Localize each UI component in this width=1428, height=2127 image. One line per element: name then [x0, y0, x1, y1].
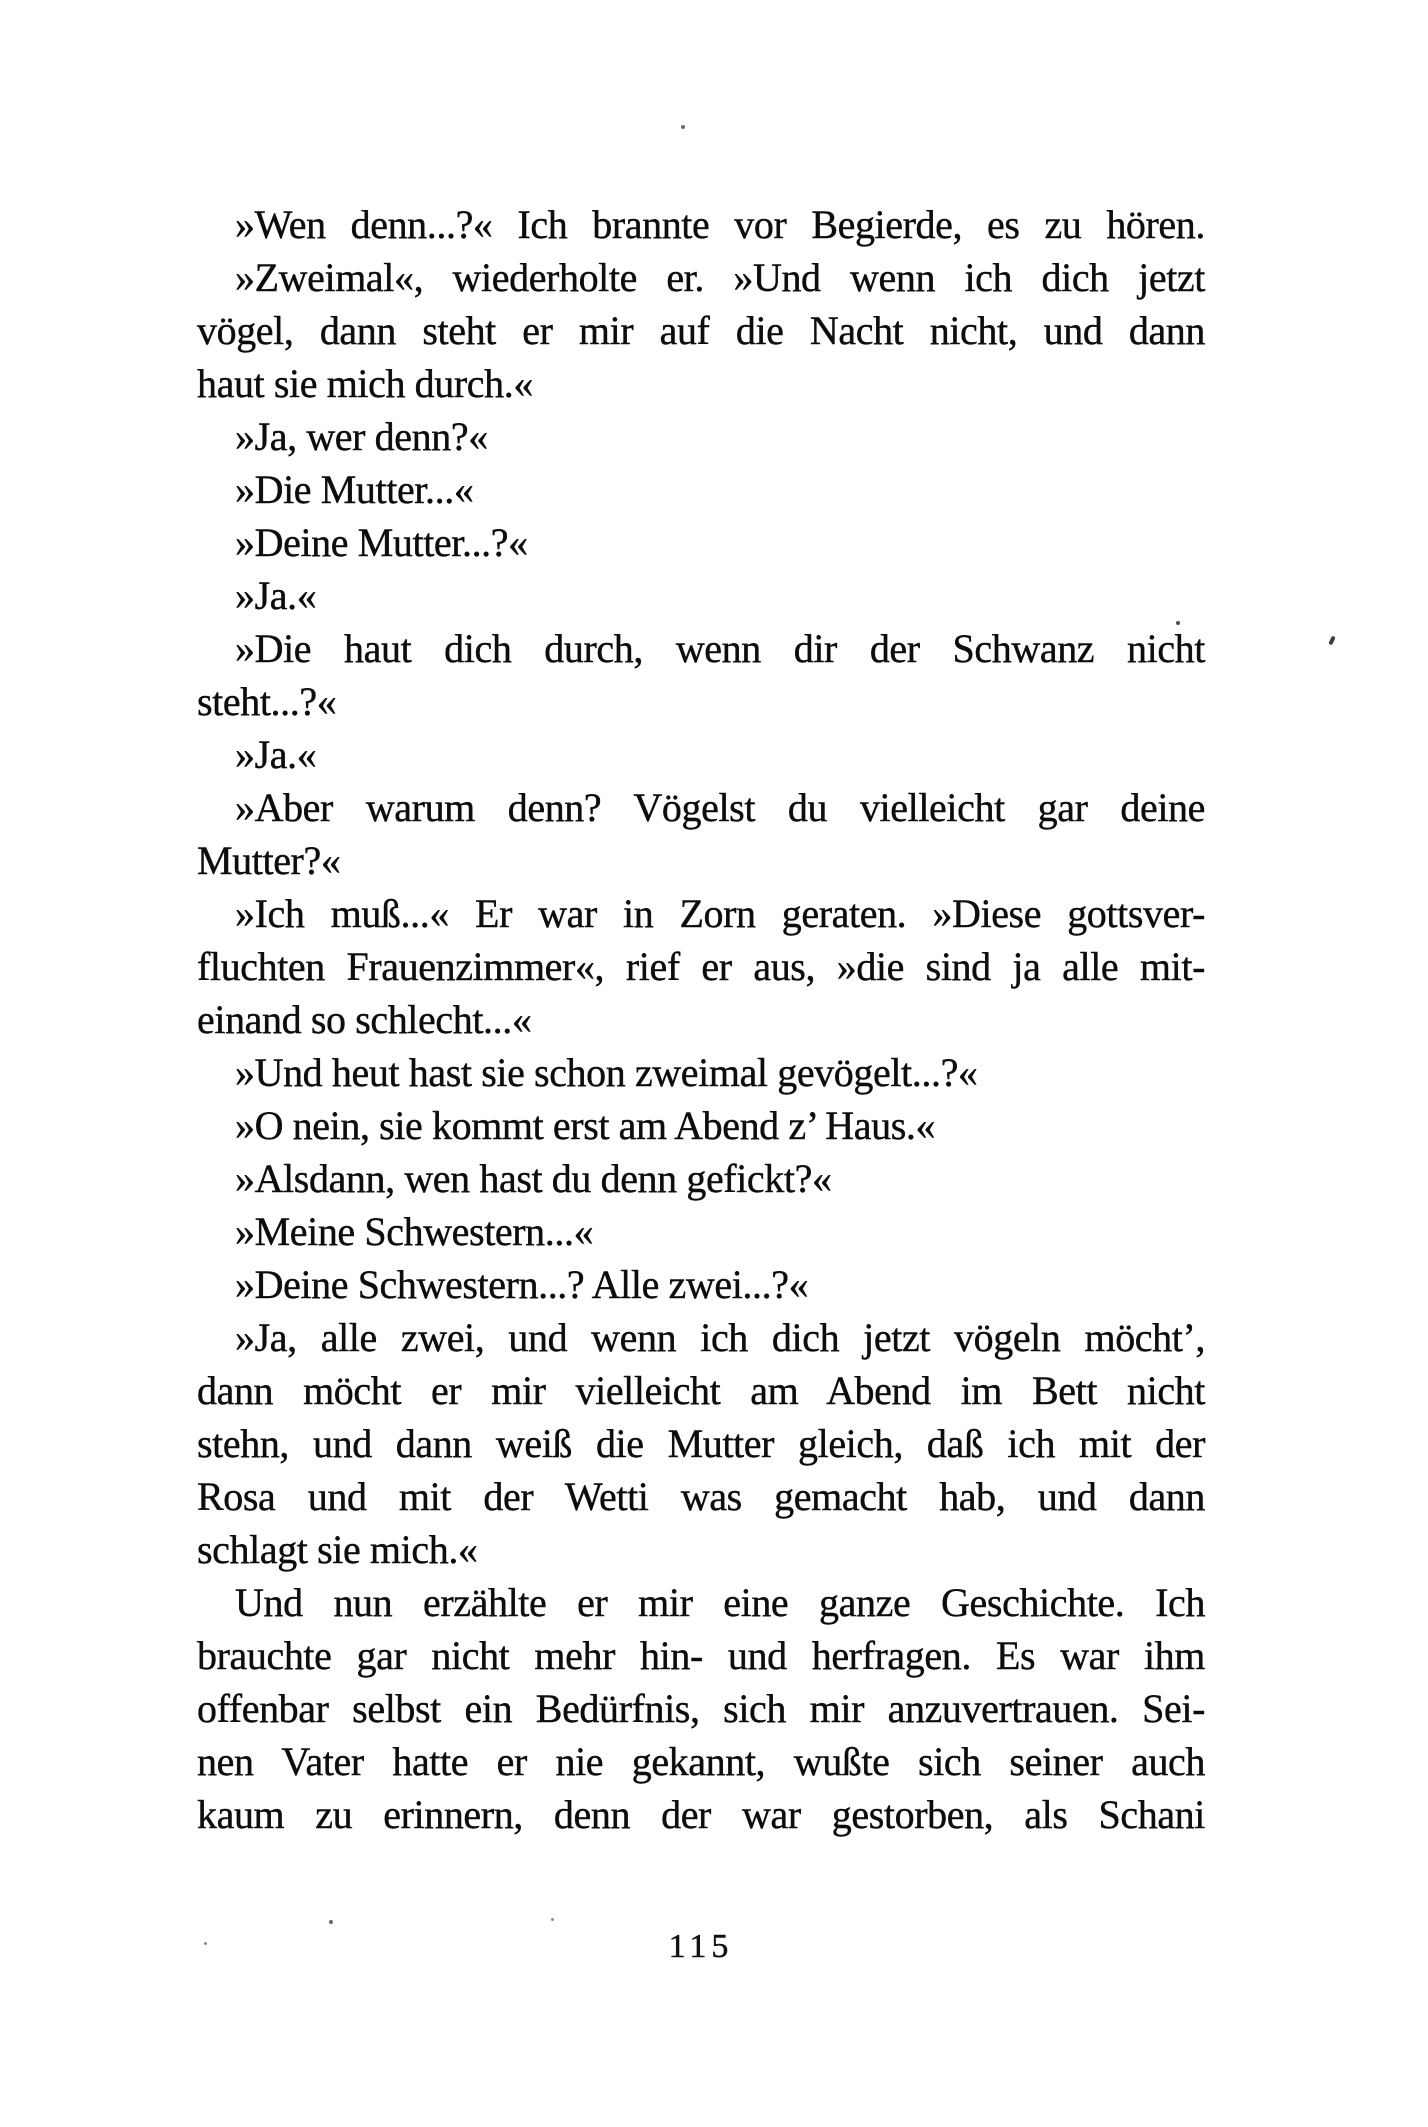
text-line: schlagt sie mich.«: [197, 1527, 478, 1572]
text-line: »Ja.«: [235, 732, 317, 777]
text-line: »Alsdann, wen hast du denn gefickt?«: [235, 1156, 832, 1201]
text-line: offenbar selbst ein Bedürfnis, sich mir anzuvertrauen. Sei-: [197, 1686, 1205, 1731]
text-line: vögel, dann steht er mir auf die Nacht nicht, und dann: [197, 308, 1205, 353]
text-line: »Deine Mutter...?«: [235, 520, 528, 565]
page-number: 115: [668, 1928, 734, 1965]
scan-speck: [551, 1918, 554, 1921]
text-line: »Die haut dich durch, wenn dir der Schwanz nicht: [235, 626, 1205, 671]
text-line: einand so schlecht...«: [197, 997, 532, 1042]
text-line: brauchte gar nicht mehr hin- und herfragen. Es war ihm: [197, 1633, 1205, 1678]
text-block: [197, 198, 1205, 1841]
scan-speck: [1176, 621, 1180, 625]
scan-speck: [1328, 636, 1335, 646]
text-line: »Aber warum denn? Vögelst du vielleicht gar deine: [235, 785, 1205, 830]
text-line: »Ja, wer denn?«: [235, 414, 488, 459]
text-line: »Zweimal«, wiederholte er. »Und wenn ich dich jetzt: [235, 255, 1205, 300]
scan-speck: [204, 1942, 207, 1945]
text-line: »Und heut hast sie schon zweimal gevögelt...?«: [235, 1050, 978, 1095]
text-line: Und nun erzählte er mir eine ganze Geschichte. Ich: [235, 1580, 1205, 1625]
text-line: dann möcht er mir vielleicht am Abend im Bett nicht: [197, 1368, 1205, 1413]
text-line: »Ja, alle zwei, und wenn ich dich jetzt vögeln möcht’,: [235, 1315, 1205, 1360]
scan-speck: [681, 125, 685, 129]
text-line: nen Vater hatte er nie gekannt, wußte sich seiner auch: [197, 1739, 1205, 1784]
text-line: »Ich muß...« Er war in Zorn geraten. »Diese gottsver-: [235, 891, 1205, 936]
text-line: Rosa und mit der Wetti was gemacht hab, und dann: [197, 1474, 1205, 1519]
text-line: fluchten Frauenzimmer«, rief er aus, »die sind ja alle mit-: [197, 944, 1205, 989]
text-line: »Meine Schwestern...«: [235, 1209, 594, 1254]
text-line: steht...?«: [197, 679, 337, 724]
text-line: »Wen denn...?« Ich brannte vor Begierde, es zu hören.: [235, 202, 1205, 247]
text-line: »Die Mutter...«: [235, 467, 474, 512]
text-line: Mutter?«: [197, 838, 341, 883]
text-line: »Ja.«: [235, 573, 317, 618]
text-line: kaum zu erinnern, denn der war gestorben, als Schani: [197, 1792, 1205, 1837]
text-line: »O nein, sie kommt erst am Abend z’ Haus.«: [235, 1103, 936, 1148]
text-line: »Deine Schwestern...? Alle zwei...?«: [235, 1262, 809, 1307]
text-line: stehn, und dann weiß die Mutter gleich, daß ich mit der: [197, 1421, 1205, 1466]
scan-speck: [329, 1920, 333, 1924]
text-line: haut sie mich durch.«: [197, 361, 533, 406]
